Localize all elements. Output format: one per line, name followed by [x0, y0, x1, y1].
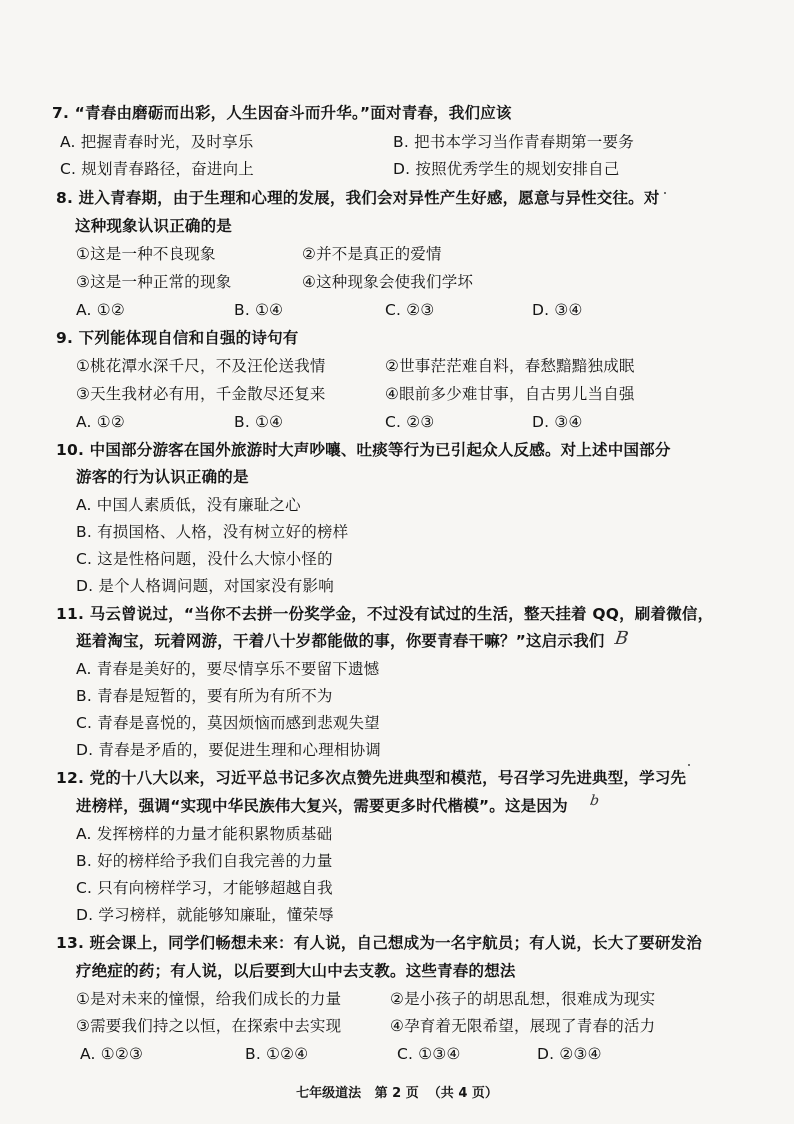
statement-3: ③需要我们持之以恒，在探索中去实现 — [76, 1017, 342, 1035]
option-c: C. 规划青春路径，奋进向上 — [60, 160, 254, 178]
option-d: D. 按照优秀学生的规划安排自己 — [393, 160, 620, 178]
choice-a: A. ①② — [76, 301, 125, 319]
choice-c: C. ②③ — [385, 301, 435, 319]
statement-2: ②是小孩子的胡思乱想，很难成为现实 — [390, 990, 656, 1008]
statement-3: ③这是一种正常的现象 — [76, 273, 232, 291]
question-stem-continued: 疗绝症的药；有人说，以后要到大山中去支教。这些青春的想法 — [76, 962, 516, 980]
option-b: B. 把书本学习当作青春期第一要务 — [393, 133, 634, 151]
question-stem-continued: 进榜样，强调“实现中华民族伟大复兴，需要更多时代楷模”。这是因为 — [76, 797, 568, 815]
question-stem: 12. 党的十八大以来，习近平总书记多次点赞先进典型和模范，号召学习先进典型，学习先 — [56, 769, 687, 787]
choice-a: A. ①② — [76, 413, 125, 431]
option-a: A. 发挥榜样的力量才能积累物质基础 — [76, 825, 333, 843]
option-b: B. 青春是短暂的，要有所为有所不为 — [76, 687, 333, 705]
choice-b: B. ①④ — [234, 301, 284, 319]
option-d: D. 是个人格调问题，对国家没有影响 — [76, 577, 334, 595]
option-b: B. 好的榜样给予我们自我完善的力量 — [76, 852, 333, 870]
question-stem: 7. “青春由磨砺而出彩，人生因奋斗而升华。”面对青春，我们应该 — [52, 104, 512, 122]
statement-1: ①桃花潭水深千尺，不及汪伦送我情 — [76, 357, 326, 375]
question-stem: 10. 中国部分游客在国外旅游时大声吵嚷、吐痰等行为已引起众人反感。对上述中国部分 — [56, 441, 671, 459]
question-stem-continued: 游客的行为认识正确的是 — [76, 468, 249, 486]
option-c: C. 青春是喜悦的，莫因烦恼而感到悲观失望 — [76, 714, 380, 732]
statement-2: ②世事茫茫难自料，春愁黯黯独成眠 — [385, 357, 635, 375]
question-stem-continued: 逛着淘宝，玩着网游，干着八十岁都能做的事，你要青春干嘛？”这启示我们 — [76, 632, 605, 650]
option-c: C. 只有向榜样学习，才能够超越自我 — [76, 879, 333, 897]
option-d: D. 青春是矛盾的，要促进生理和心理相协调 — [76, 741, 381, 759]
statement-4: ④这种现象会使我们学坏 — [302, 273, 474, 291]
statement-2: ②并不是真正的爱情 — [302, 245, 442, 263]
choice-d: D. ②③④ — [537, 1045, 602, 1063]
option-a: A. 中国人素质低，没有廉耻之心 — [76, 496, 301, 514]
option-c: C. 这是性格问题，没什么大惊小怪的 — [76, 550, 333, 568]
question-stem: 8. 进入青春期，由于生理和心理的发展，我们会对异性产生好感，愿意与异性交往。对 — [56, 189, 660, 207]
choice-c: C. ②③ — [385, 413, 435, 431]
question-stem: 11. 马云曾说过，“当你不去拼一份奖学金，不过没有试过的生活，整天挂着 QQ，刷着微信， — [56, 605, 714, 623]
statement-3: ③天生我材必有用，千金散尽还复来 — [76, 385, 326, 403]
option-b: B. 有损国格、人格，没有树立好的榜样 — [76, 523, 349, 541]
statement-1: ①这是一种不良现象 — [76, 245, 216, 263]
page-footer: 七年级道法 第 2 页 （共 4 页） — [296, 1086, 498, 1101]
scan-speck — [688, 764, 690, 766]
handwritten-answer-q11: B — [613, 628, 630, 649]
choice-b: B. ①②④ — [245, 1045, 309, 1063]
choice-b: B. ①④ — [234, 413, 284, 431]
choice-c: C. ①③④ — [397, 1045, 461, 1063]
statement-4: ④孕育着无限希望，展现了青春的活力 — [390, 1017, 656, 1035]
choice-d: D. ③④ — [532, 301, 583, 319]
scan-speck — [664, 192, 666, 194]
option-a: A. 青春是美好的，要尽情享乐不要留下遗憾 — [76, 660, 380, 678]
statement-4: ④眼前多少难甘事，自古男儿当自强 — [385, 385, 635, 403]
choice-d: D. ③④ — [532, 413, 583, 431]
question-stem: 9. 下列能体现自信和自强的诗句有 — [56, 329, 299, 347]
question-stem-continued: 这种现象认识正确的是 — [75, 217, 233, 235]
question-stem: 13. 班会课上，同学们畅想未来：有人说，自己想成为一名宇航员；有人说，长大了要研发治 — [56, 934, 702, 952]
option-d: D. 学习榜样，就能够知廉耻，懂荣辱 — [76, 906, 334, 924]
option-a: A. 把握青春时光，及时享乐 — [60, 133, 254, 151]
statement-1: ①是对未来的憧憬，给我们成长的力量 — [76, 990, 342, 1008]
handwritten-answer-q12: b — [588, 793, 601, 809]
choice-a: A. ①②③ — [80, 1045, 144, 1063]
